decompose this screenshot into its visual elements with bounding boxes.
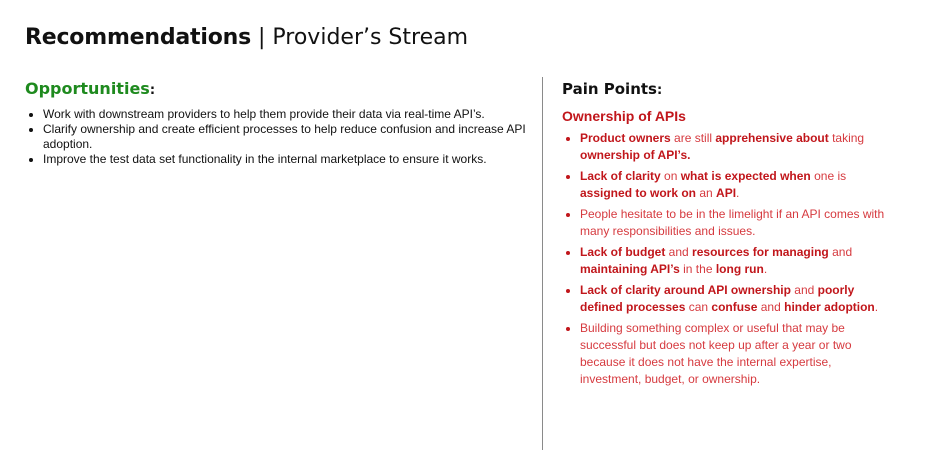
pain-points-heading	[562, 79, 892, 101]
pain-point-emphasis: Lack of clarity around API ownership	[580, 283, 791, 297]
pain-point-text: and	[828, 245, 853, 259]
pain-point-text: an	[696, 186, 717, 200]
pain-point-emphasis: Product owners	[580, 131, 671, 145]
pain-points-heading-colon: :	[656, 83, 663, 98]
title-main: Recommendations	[25, 25, 251, 50]
pain-point-emphasis: hinder adoption	[784, 300, 875, 314]
pain-point-text: in the	[679, 262, 716, 276]
pain-point-text: can	[685, 300, 712, 314]
opportunity-item: • Work with downstream providers to help them provide their data via real-time API’s.	[43, 107, 530, 122]
pain-points-section	[562, 79, 892, 392]
pain-point-emphasis: API	[716, 186, 737, 200]
opportunity-item: • Clarify ownership and create efficient processes to help reduce confusion and increase API adoption.	[43, 122, 530, 152]
opportunities-list	[25, 107, 530, 167]
opportunity-item: • Improve the test data set functionality in the internal marketplace to ensure it works.	[43, 152, 530, 167]
opportunities-heading	[25, 79, 530, 101]
pain-point-item	[580, 168, 892, 202]
title-separator: |	[257, 25, 266, 50]
column-divider	[542, 77, 543, 450]
pain-point-text: .	[763, 262, 768, 276]
pain-point-emphasis: Lack of clarity	[580, 169, 661, 183]
opportunities-heading-colon: :	[149, 83, 156, 98]
pain-point-text: People hesitate to be in the limelight if an API comes with many responsibilities and issues.	[580, 207, 885, 238]
pain-point-item	[580, 244, 892, 278]
pain-point-emphasis: resources for managing	[692, 245, 829, 259]
pain-point-text: one is	[810, 169, 847, 183]
pain-point-text: .	[736, 186, 740, 200]
pain-point-item	[580, 130, 892, 164]
pain-point-item	[580, 320, 892, 388]
pain-point-item	[580, 282, 892, 316]
pain-point-emphasis: long run	[715, 262, 764, 276]
pain-point-text: and	[790, 283, 818, 297]
pain-point-emphasis: Lack of budget	[580, 245, 666, 259]
pain-point-text: .	[874, 300, 879, 314]
pain-point-item	[580, 206, 892, 240]
pain-point-text: Building something complex or useful that may be successful but does not keep up after a year or two because it does not have the internal expertise, investment, budget, or ownership.	[580, 321, 852, 386]
ownership-heading: Ownership of APIs	[562, 108, 686, 124]
pain-point-emphasis: ownership of API’s.	[580, 148, 691, 162]
opportunities-section	[25, 79, 530, 167]
pain-point-emphasis: poorly defined processes	[580, 283, 855, 314]
page-title	[25, 24, 468, 52]
pain-points-list	[562, 130, 892, 388]
opportunities-heading-text: Opportunities	[25, 79, 150, 98]
title-subtitle: Provider’s Stream	[272, 25, 469, 50]
pain-point-text: are still	[670, 131, 716, 145]
pain-point-text: on	[660, 169, 681, 183]
pain-point-text: taking	[828, 131, 865, 145]
pain-points-heading-text: Pain Points	[562, 80, 657, 98]
pain-point-emphasis: confuse	[711, 300, 758, 314]
pain-point-emphasis: assigned to work on	[580, 186, 697, 200]
pain-point-text: and	[757, 300, 785, 314]
pain-point-emphasis: what is expected when	[680, 169, 811, 183]
pain-point-emphasis: maintaining API’s	[580, 262, 680, 276]
pain-point-text: and	[665, 245, 693, 259]
pain-point-emphasis: apprehensive about	[715, 131, 829, 145]
